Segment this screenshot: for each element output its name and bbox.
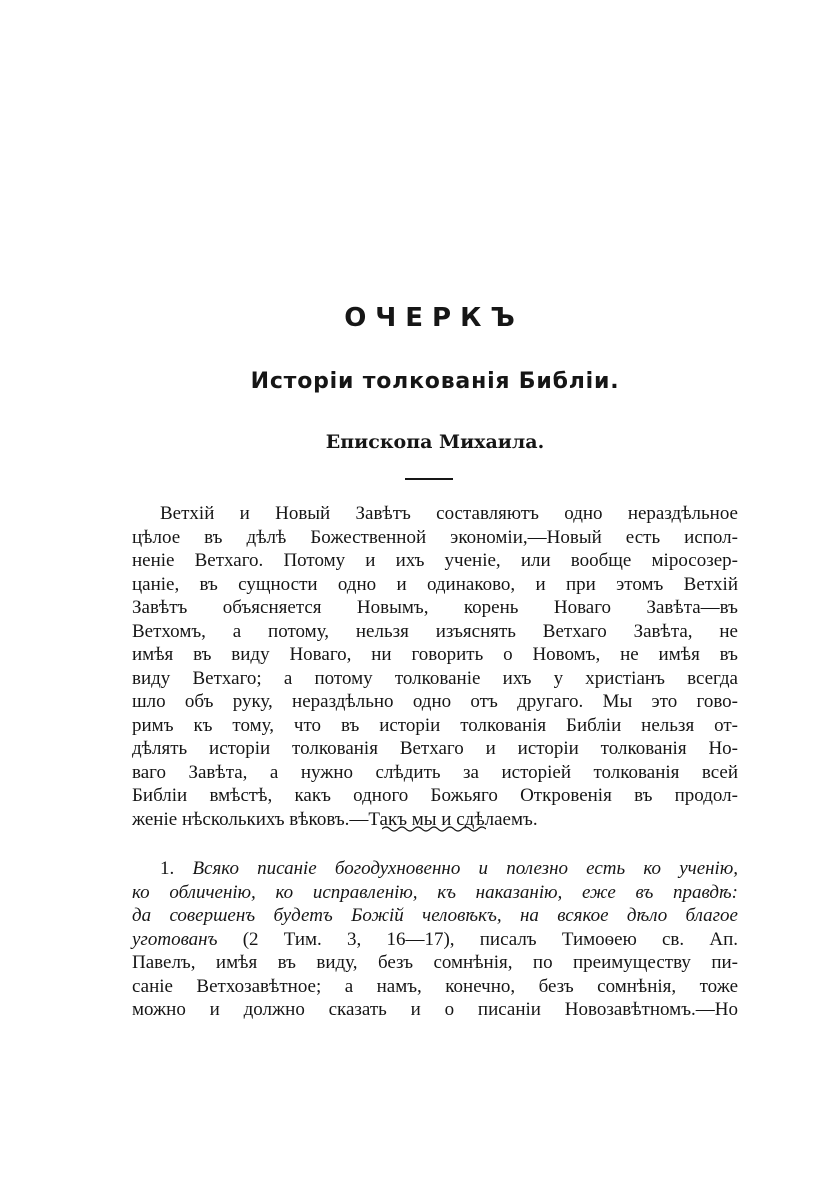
scripture-quote-line: да совершенъ будетъ Божій человѣкъ, на всякое дѣло благое bbox=[132, 905, 738, 926]
text-line: шло объ руку, нераздѣльно одно отъ другаго. Мы это гово- bbox=[132, 691, 738, 712]
scripture-reference: (2 Тим. 3, 16—17), писалъ Тимоѳею св. Ап. bbox=[242, 928, 738, 950]
text-line: саніе Ветхозавѣтное; а намъ, конечно, безъ сомнѣнія, тоже bbox=[132, 975, 738, 997]
scripture-quote-line: ко обличенію, ко исправленію, къ наказанію, еже въ правдѣ: bbox=[132, 881, 738, 903]
wavy-ornament-divider bbox=[382, 824, 486, 834]
text-line: дѣлять исторіи толкованія Ветхаго и исторіи толкованія Но- bbox=[132, 738, 738, 759]
text-line: Павелъ, имѣя въ виду, безъ сомнѣнія, по преимуществу пи- bbox=[132, 952, 738, 973]
paragraph-number: 1. bbox=[160, 858, 175, 879]
page-title: ОЧЕРКЪ bbox=[344, 303, 524, 333]
main-paragraph bbox=[132, 857, 738, 1022]
text-line: цаніе, въ сущности одно и одинаково, и при этомъ Ветхій bbox=[132, 573, 738, 595]
text-line: виду Ветхаго; а потому толкованіе ихъ у христіанъ всегда bbox=[132, 667, 738, 689]
heading-divider bbox=[405, 478, 453, 480]
author-line: Епископа Михаила. bbox=[325, 431, 545, 453]
text-line: Завѣтъ объясняется Новымъ, корень Новаго Завѣта—въ bbox=[132, 597, 738, 618]
text-line: женіе нѣсколькихъ вѣковъ.—Такъ мы и сдѣлаемъ. bbox=[132, 808, 538, 830]
text-line: Библіи вмѣстѣ, какъ одного Божьяго Откровенія въ продол- bbox=[132, 785, 738, 806]
scripture-quote: Всяко писаніе богодухновенно и полезно есть ко ученію, bbox=[192, 858, 738, 879]
text-line: римъ къ тому, что въ исторіи толкованія Библіи нельзя от- bbox=[132, 714, 738, 736]
intro-paragraph bbox=[132, 502, 738, 831]
text-line: ваго Завѣта, а нужно слѣдить за исторіей толкованія всей bbox=[132, 761, 738, 783]
text-line: можно и должно сказать и о писаніи Новозавѣтномъ.—Но bbox=[132, 999, 738, 1020]
text-line: неніе Ветхаго. Потому и ихъ ученіе, или вообще міросозер- bbox=[132, 550, 738, 571]
text-line bbox=[132, 857, 738, 881]
text-line: Ветхомъ, а потому, нельзя изъяснять Ветхаго Завѣта, не bbox=[132, 620, 738, 642]
text-line: имѣя въ виду Новаго, ни говорить о Новомъ, не имѣя въ bbox=[132, 644, 738, 665]
page-subtitle: Исторіи толкованія Библіи. bbox=[250, 369, 620, 394]
scripture-quote: уготованъ bbox=[132, 928, 218, 950]
text-line: Ветхій и Новый Завѣтъ составляютъ одно нераздѣльное bbox=[160, 503, 738, 524]
text-line bbox=[132, 928, 738, 952]
text-line: цѣлое въ дѣлѣ Божественной экономіи,—Новый есть испол- bbox=[132, 526, 738, 548]
